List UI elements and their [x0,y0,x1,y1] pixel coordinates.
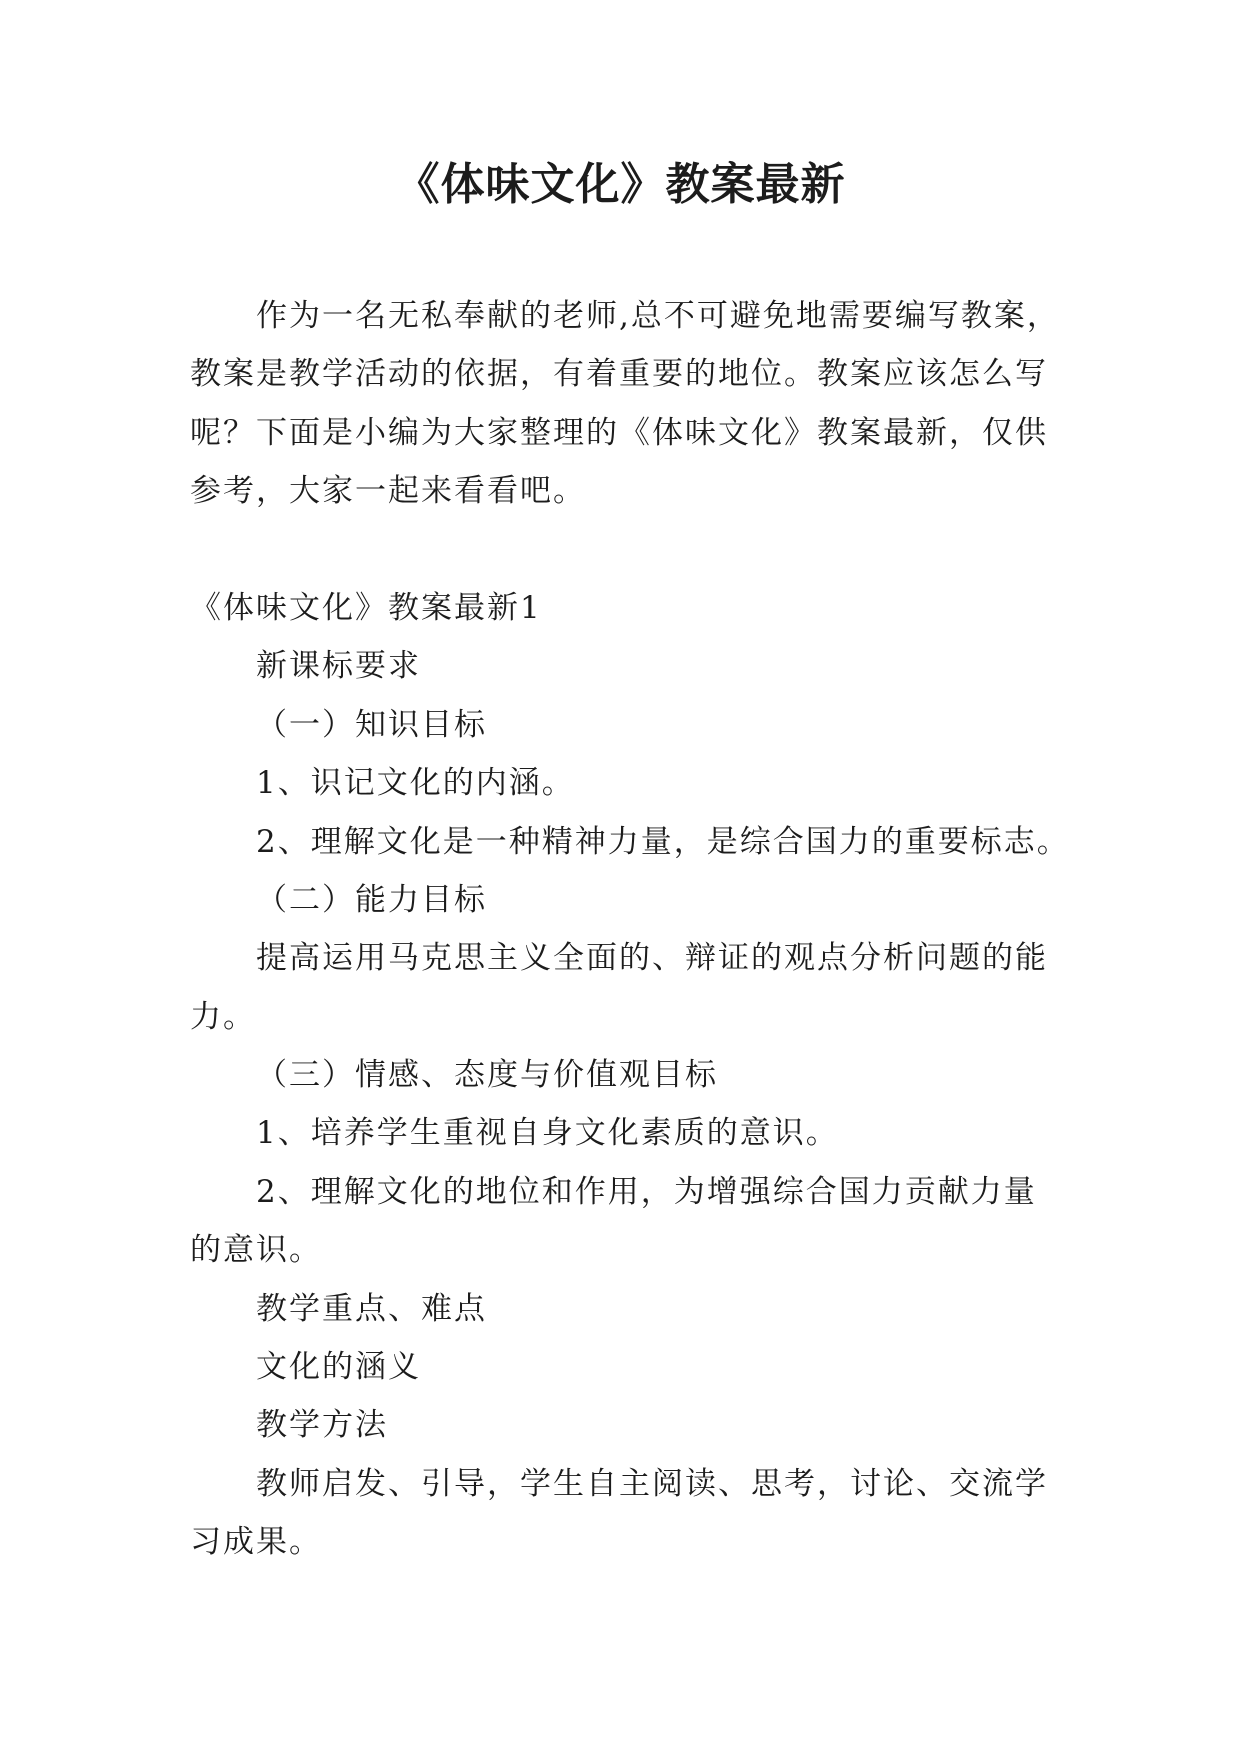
key-points-text: 文化的涵义 [256,1349,421,1386]
section-heading: 《体味文化》教案最新1 [190,589,542,626]
teaching-method-heading: 教学方法 [256,1407,388,1444]
key-points-heading: 教学重点、难点 [256,1290,487,1327]
ability-goal-text: 力。 [190,998,256,1035]
values-goal-item: 的意识。 [190,1232,322,1269]
ability-goal-text: 提高运用马克思主义全面的、辩证的观点分析问题的能 [256,940,1048,977]
intro-line: 参考，大家一起来看看吧。 [190,473,586,510]
blank-line [190,521,1190,579]
intro-line: 呢？下面是小编为大家整理的《体味文化》教案最新，仅供 [190,414,1048,451]
knowledge-goal-item: 1、识记文化的内涵。 [256,765,575,802]
document-body [190,287,1190,1572]
values-goal-item: 2、理解文化的地位和作用，为增强综合国力贡献力量 [256,1173,1037,1210]
knowledge-goal-item: 2、理解文化是一种精神力量，是综合国力的重要标志。 [256,823,1070,860]
values-goal-heading: （三）情感、态度与价值观目标 [256,1057,718,1094]
intro-line: 教案是教学活动的依据，有着重要的地位。教案应该怎么写 [190,356,1048,393]
teaching-method-text: 习成果。 [190,1524,322,1561]
teaching-method-text: 教师启发、引导，学生自主阅读、思考，讨论、交流学 [256,1465,1048,1502]
values-goal-item: 1、培养学生重视自身文化素质的意识。 [256,1115,839,1152]
knowledge-goal-heading: （一）知识目标 [256,706,487,743]
intro-line: 作为一名无私奉献的老师,总不可避免地需要编写教案， [256,298,1060,334]
document-title: 《体味文化》教案最新 [395,159,846,210]
ability-goal-heading: （二）能力目标 [256,881,487,918]
curriculum-heading: 新课标要求 [256,648,421,685]
